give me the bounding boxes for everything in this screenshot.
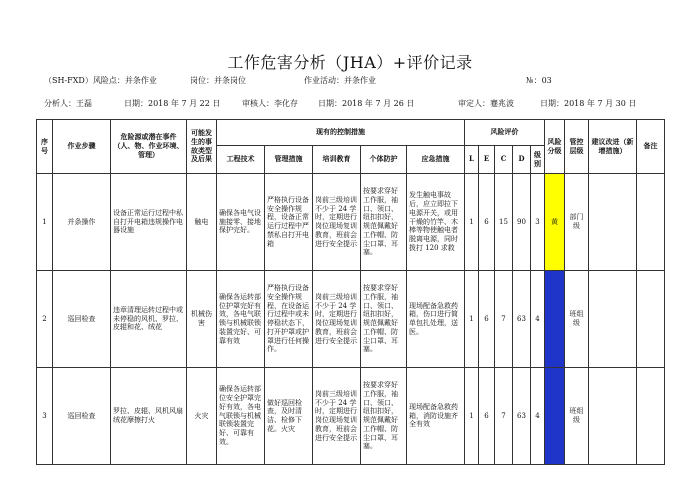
table-row <box>37 174 665 271</box>
cell-risk-level: 黄 <box>545 174 565 271</box>
cell-train: 岗前三级培训不少于 24 学时，定期进行岗位现场复训教育，班前会进行安全提示 <box>313 368 361 465</box>
table-row <box>37 271 665 368</box>
cell-C: 7 <box>495 271 513 368</box>
header-E: E <box>479 146 495 174</box>
header-controls: 现有的控制措施 <box>217 120 465 146</box>
cell-emerg: 现场配备急救药箱，伤口进行简单包扎处理，送医。 <box>407 271 465 368</box>
cell-suggest <box>589 271 637 368</box>
cell-remark <box>637 271 665 368</box>
cell-mgmt: 严格执行设备安全操作规程，在设备运行过程中或未停稳状态下，打开护罩或护罩进行任何操作。 <box>265 271 313 368</box>
cell-control-level: 部门级 <box>565 174 589 271</box>
cell-accident: 火灾 <box>187 368 217 465</box>
cell-emerg: 发生触电事故后，应立即拉下电源开关，或用干燥的竹竿、木棒等物使触电者脱离电源，同时拨打 120 求救 <box>407 174 465 271</box>
cell-suggest <box>589 174 637 271</box>
header-risk-level: 风险分级 <box>545 120 565 174</box>
cell-hazard: 设备正常运行过程中私自打开电箱违规操作电器设施 <box>111 174 187 271</box>
header-D: D <box>513 146 531 174</box>
cell-emerg: 现场配备急救药箱，消防设施齐全有效 <box>407 368 465 465</box>
table-row <box>37 368 665 465</box>
cell-step: 巡回检查 <box>53 271 111 368</box>
cell-remark <box>637 368 665 465</box>
header-emerg: 应急措施 <box>407 146 465 174</box>
cell-train: 岗前三级培训不少于 24 学时，定期进行岗位现场复训教育，班前会进行安全提示 <box>313 174 361 271</box>
header-suggest: 建议改进（新增措施） <box>589 120 637 174</box>
reviewer-label: 审核人：李化存 <box>242 99 298 108</box>
cell-grade: 4 <box>531 368 545 465</box>
reviewer-date: 日期：2018 年 7 月 26 日 <box>318 99 415 108</box>
header-C: C <box>495 146 513 174</box>
post-label: 岗位：并条岗位 <box>190 76 246 85</box>
analyst-date: 日期：2018 年 7 月 22 日 <box>124 99 221 108</box>
cell-C: 7 <box>495 368 513 465</box>
header-hazard: 危险源或潜在事件（人、物、作业环境、管理） <box>111 120 187 174</box>
approver-date: 日期：2018 年 7 月 30 日 <box>540 99 637 108</box>
cell-grade: 4 <box>531 271 545 368</box>
cell-seq: 3 <box>37 368 53 465</box>
cell-train: 岗前三级培训不少于 24 学时，定期进行岗位现场复训教育，班前会进行安全提示 <box>313 271 361 368</box>
cell-L: 1 <box>465 368 479 465</box>
cell-hazard: 罗拉、皮辊、风机风扇绒花摩擦打火 <box>111 368 187 465</box>
header-step: 作业步骤 <box>53 120 111 174</box>
cell-E: 6 <box>479 271 495 368</box>
cell-grade: 3 <box>531 174 545 271</box>
cell-E: 6 <box>479 174 495 271</box>
cell-mgmt: 做好巡回检查，及时清洁、检修下花。火灾 <box>265 368 313 465</box>
header-seq: 序号 <box>37 120 53 174</box>
cell-ppe: 按要求穿好工作服，袖口、领口、纽扣扣好，规范佩戴好工作帽、防尘口罩、耳塞。 <box>361 174 407 271</box>
cell-seq: 1 <box>37 174 53 271</box>
cell-eng: 确保各电气设施接零、接地保护完好。 <box>217 174 265 271</box>
cell-eng: 确保各运转部位安全护罩完好有效，各电气联锁与机械联锁装置完好、可靠有效。 <box>217 368 265 465</box>
cell-accident: 触电 <box>187 174 217 271</box>
cell-suggest <box>589 368 637 465</box>
cell-step: 并条操作 <box>53 174 111 271</box>
cell-L: 1 <box>465 271 479 368</box>
header-remark: 备注 <box>637 120 665 174</box>
cell-ppe: 按要求穿好工作服，袖口、领口、纽扣扣好，规范佩戴好工作帽、防尘口罩、耳塞。 <box>361 271 407 368</box>
cell-D: 90 <box>513 174 531 271</box>
jha-table <box>36 119 665 465</box>
cell-hazard: 违章清理运转过程中或未停稳的风机、罗拉、皮辊和花、绒花 <box>111 271 187 368</box>
cell-ppe: 按要求穿好工作服，袖口、领口、纽扣扣好，规范佩戴好工作帽、防尘口罩、耳塞。 <box>361 368 407 465</box>
cell-step: 巡回检查 <box>53 368 111 465</box>
cell-D: 63 <box>513 271 531 368</box>
cell-remark <box>637 174 665 271</box>
cell-risk-level: 蓝 <box>545 368 565 465</box>
risk-point-code: （SH-FXD）风险点：并条作业 <box>44 76 157 85</box>
header-accident: 可能发生的事故类型及后果 <box>187 120 217 174</box>
header-control-level: 管控层级 <box>565 120 589 174</box>
cell-control-level: 班组级 <box>565 368 589 465</box>
header-eng: 工程技术 <box>217 146 265 174</box>
header-L: L <box>465 146 479 174</box>
cell-E: 6 <box>479 368 495 465</box>
header-grade: 级别 <box>531 146 545 174</box>
header-mgmt: 管理措施 <box>265 146 313 174</box>
cell-seq: 2 <box>37 271 53 368</box>
cell-C: 15 <box>495 174 513 271</box>
approver-label: 审定人：蹇兆波 <box>458 99 514 108</box>
cell-D: 63 <box>513 368 531 465</box>
cell-control-level: 班组级 <box>565 271 589 368</box>
analyst-label: 分析人：王磊 <box>44 99 92 108</box>
cell-mgmt: 严格执行设备安全操作规程，设备正常运行过程中严禁私自打开电箱 <box>265 174 313 271</box>
cell-eng: 确保各运转部位护罩完好有效，各电气联锁与机械联锁装置完好、可靠有效 <box>217 271 265 368</box>
header-ppe: 个体防护 <box>361 146 407 174</box>
cell-accident: 机械伤害 <box>187 271 217 368</box>
activity-label: 作业活动：并条作业 <box>304 76 376 85</box>
header-train: 培训教育 <box>313 146 361 174</box>
record-number: №：03 <box>526 76 552 85</box>
cell-L: 1 <box>465 174 479 271</box>
cell-risk-level: 蓝 <box>545 271 565 368</box>
document-title: 工作危害分析（JHA）+评价记录 <box>227 53 473 72</box>
header-risk: 风险评价 <box>465 120 545 146</box>
